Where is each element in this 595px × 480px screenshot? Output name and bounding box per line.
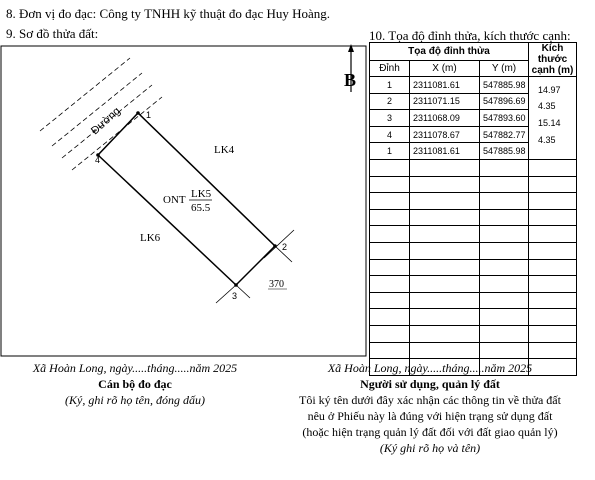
vertex-label-2: 2 (282, 242, 288, 252)
x-cell: 2311068.09 (410, 110, 480, 127)
neighbor-lk6-label: LK6 (140, 232, 161, 244)
vertex-label-1: 1 (146, 110, 152, 120)
vertex-cell (370, 242, 410, 259)
size-cell (529, 159, 577, 176)
vertex-cell (370, 159, 410, 176)
table-row (370, 309, 577, 326)
y-cell (480, 193, 529, 210)
table-row (370, 159, 577, 176)
vertex-cell (370, 226, 410, 243)
y-cell: 547885.98 (480, 77, 529, 94)
y-cell: 547893.60 (480, 110, 529, 127)
boundary-extension-line (264, 230, 294, 258)
x-cell (410, 325, 480, 342)
boundary-extension-line (138, 113, 275, 246)
vertex-cell (370, 292, 410, 309)
x-cell (410, 259, 480, 276)
land-type-label: ONT (163, 194, 186, 206)
vertex-cell (370, 276, 410, 293)
size-cell (529, 292, 577, 309)
vertex-cell: 1 (370, 77, 410, 94)
vertex-marker (234, 283, 238, 287)
vertex-cell: 3 (370, 110, 410, 127)
parcel-area-label: 65.5 (191, 202, 211, 214)
size-cell (529, 209, 577, 226)
table-row (370, 209, 577, 226)
edge-size-label: 4.35 (538, 101, 556, 111)
table-row (370, 226, 577, 243)
north-arrow-head (348, 44, 354, 52)
edge-size-label: 14.97 (538, 85, 561, 95)
coordinates-heading: 10. Tọa độ đỉnh thửa, kích thước cạnh: (369, 28, 571, 43)
vertex-cell (370, 342, 410, 359)
table-row (370, 325, 577, 342)
y-cell (480, 309, 529, 326)
vertex-marker (273, 244, 277, 248)
owner-note: (Ký ghi rõ họ và tên) (379, 441, 481, 455)
x-cell (410, 159, 480, 176)
owner-statement-line3: (hoặc hiện trạng quản lý đất đối với đất giao quản lý) (302, 425, 558, 439)
x-cell: 2311081.61 (410, 143, 480, 160)
x-cell (410, 176, 480, 193)
parcel-sketch (0, 40, 368, 360)
parcel-boundary (98, 113, 275, 285)
size-cell (529, 325, 577, 342)
parcel-sketch-heading: 9. Sơ đồ thửa đất: (6, 26, 99, 41)
y-column-header: Y (m) (480, 60, 529, 76)
boundary-extension-line (236, 285, 250, 298)
x-cell (410, 342, 480, 359)
vertex-cell (370, 309, 410, 326)
size-cell (529, 276, 577, 293)
table-row (370, 342, 577, 359)
vertex-marker (136, 111, 140, 115)
x-cell: 2311071.15 (410, 93, 480, 110)
y-cell (480, 159, 529, 176)
vertex-cell: 4 (370, 126, 410, 143)
neighbor-number-label: 370 (269, 279, 284, 290)
x-cell: 2311078.67 (410, 126, 480, 143)
table-row (370, 242, 577, 259)
size-column-header: Kích thước cạnh (m) (529, 43, 577, 77)
x-cell (410, 209, 480, 226)
table-row (370, 193, 577, 210)
owner-signature-block (270, 360, 590, 456)
owner-date: Xã Hoàn Long, ngày.....tháng.....năm 2025 (327, 361, 533, 375)
y-cell (480, 242, 529, 259)
table-row (370, 292, 577, 309)
y-cell: 547885.98 (480, 143, 529, 160)
vertex-cell: 1 (370, 143, 410, 160)
table-row (370, 176, 577, 193)
y-cell: 547896.69 (480, 93, 529, 110)
surveyor-signature-block (10, 360, 260, 408)
surveyor-unit-line: 8. Đơn vị đo đạc: Công ty TNHH kỹ thuật đo đạc Huy Hoàng. (6, 6, 331, 21)
y-cell (480, 259, 529, 276)
x-cell (410, 226, 480, 243)
vertex-cell (370, 259, 410, 276)
owner-role: Người sử dụng, quản lý đất (360, 377, 500, 391)
size-cell (529, 193, 577, 210)
y-cell (480, 226, 529, 243)
size-cell (529, 143, 577, 160)
owner-statement-line2: nêu ở Phiếu này là đúng với hiện trạng sử dụng đất (307, 409, 553, 423)
size-cell (529, 242, 577, 259)
table-row (370, 276, 577, 293)
y-cell (480, 292, 529, 309)
vertex-label-4: 4 (95, 155, 101, 165)
vertex-cell (370, 176, 410, 193)
table-title: Tọa độ đỉnh thửa (370, 43, 529, 61)
y-cell (480, 325, 529, 342)
x-cell (410, 292, 480, 309)
y-cell (480, 209, 529, 226)
x-cell (410, 276, 480, 293)
y-cell (480, 276, 529, 293)
y-cell (480, 176, 529, 193)
size-cell (529, 226, 577, 243)
neighbor-lk4-label: LK4 (214, 144, 235, 156)
x-cell: 2311081.61 (410, 77, 480, 94)
x-cell (410, 193, 480, 210)
y-cell: 547882.77 (480, 126, 529, 143)
road-label: Đường (88, 105, 123, 138)
size-cell (529, 259, 577, 276)
vertex-cell (370, 325, 410, 342)
vertex-cell (370, 209, 410, 226)
surveyor-note: (Ký, ghi rõ họ tên, đóng dấu) (65, 393, 205, 407)
edge-size-label: 4.35 (538, 135, 556, 145)
owner-statement-line1: Tôi ký tên dưới đây xác nhận các thông tin về thửa đất (299, 393, 561, 407)
x-column-header: X (m) (410, 60, 480, 76)
table-row (370, 259, 577, 276)
vertex-cell: 2 (370, 93, 410, 110)
size-cell (529, 342, 577, 359)
road-edge-line (40, 58, 130, 131)
vertex-label-3: 3 (232, 291, 238, 301)
x-cell (410, 242, 480, 259)
north-label: B (344, 70, 357, 90)
vertex-cell (370, 193, 410, 210)
vertex-column-header: Đỉnh (370, 60, 410, 76)
y-cell (480, 342, 529, 359)
surveyor-role: Cán bộ đo đạc (98, 377, 172, 391)
size-cell (529, 176, 577, 193)
parcel-id-label: LK5 (191, 188, 212, 200)
edge-size-label: 15.14 (538, 118, 561, 128)
surveyor-date: Xã Hoàn Long, ngày.....tháng.....năm 2025 (32, 361, 238, 375)
x-cell (410, 309, 480, 326)
size-cell (529, 309, 577, 326)
table-row (370, 143, 577, 160)
